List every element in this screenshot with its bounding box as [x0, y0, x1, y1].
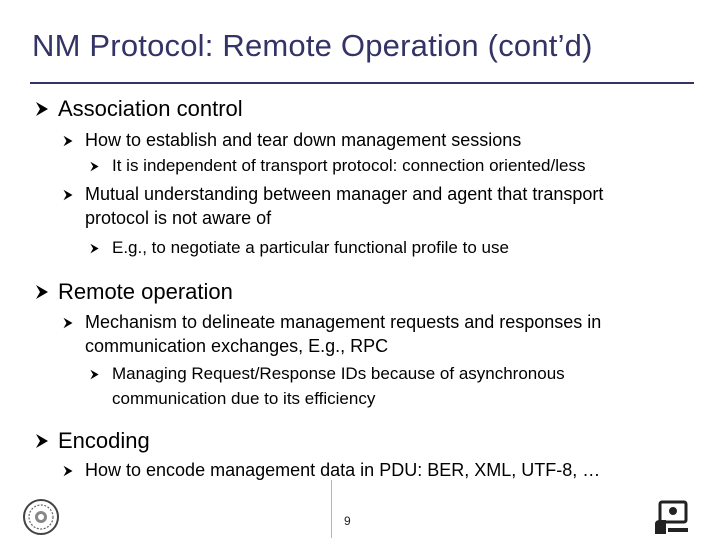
arrow-bullet-icon	[62, 189, 74, 201]
bullet-text-continuation: communication due to its efficiency	[112, 389, 376, 408]
section-heading: Remote operation	[58, 279, 233, 304]
arrow-bullet-icon	[34, 101, 50, 117]
bullet-text: E.g., to negotiate a particular functional profile to use	[112, 238, 509, 257]
arrow-bullet-icon	[34, 433, 50, 449]
bullet-text: How to establish and tear down management sessions	[85, 130, 522, 150]
bullet-text: Mechanism to delineate management requests and responses in	[85, 312, 602, 332]
section-heading: Association control	[58, 96, 243, 121]
arrow-bullet-icon	[34, 284, 50, 300]
arrow-bullet-icon	[89, 243, 100, 254]
title-divider	[30, 82, 694, 84]
bullet-text: Mutual understanding between manager and agent that transport	[85, 184, 604, 204]
section-heading: Encoding	[58, 428, 150, 453]
computer-user-icon	[652, 498, 692, 541]
page-number: 9	[344, 514, 351, 528]
arrow-bullet-icon	[89, 369, 100, 380]
footer-divider	[331, 480, 332, 538]
arrow-bullet-icon	[89, 161, 100, 172]
bullet-text-continuation: protocol is not aware of	[85, 208, 272, 228]
bullet-text: Managing Request/Response IDs because of asynchronous	[112, 364, 565, 383]
arrow-bullet-icon	[62, 317, 74, 329]
bullet-text-continuation: communication exchanges, E.g., RPC	[85, 336, 389, 356]
arrow-bullet-icon	[62, 465, 74, 477]
arrow-bullet-icon	[62, 135, 74, 147]
university-seal-icon	[22, 498, 60, 541]
slide-title: NM Protocol: Remote Operation (cont’d)	[32, 28, 593, 63]
bullet-text: It is independent of transport protocol: connection oriented/less	[112, 156, 586, 175]
bullet-text: How to encode management data in PDU: BER, XML, UTF-8, …	[85, 460, 601, 480]
